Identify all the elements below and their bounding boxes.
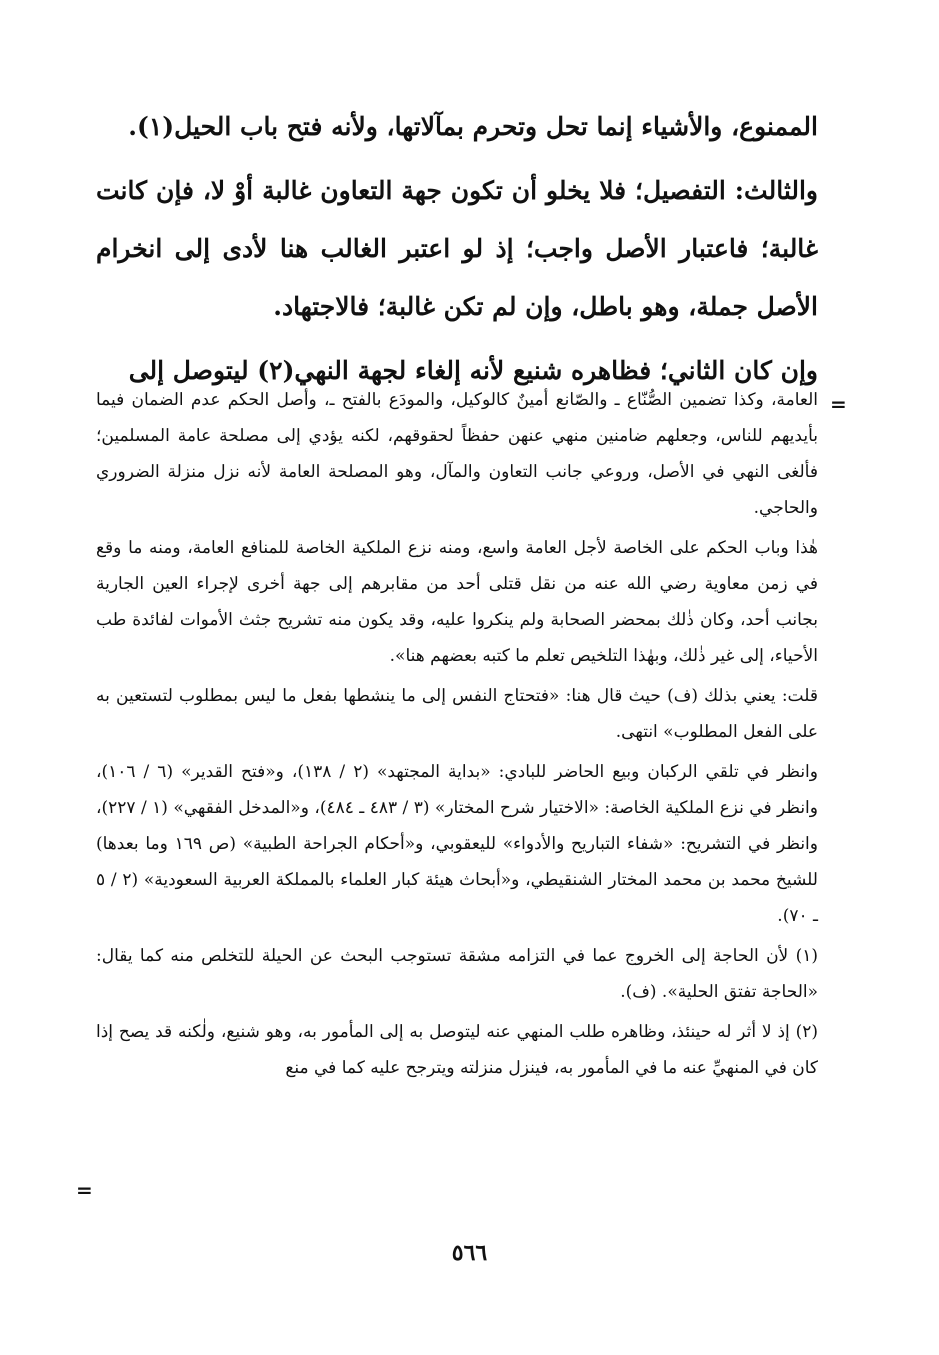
main-text bbox=[96, 98, 818, 400]
footnote-paragraph-4: وانظر في تلقي الركبان وبيع الحاضر للبادي: «بداية المجتهد» (٢ / ١٣٨)، و«فتح القدير» (٦ / ١٠٦)، وانظر في نزع الملكية الخاصة: «الاختيار شرح المختار» (٣ / ٤٨٣ ـ ٤٨٤)، و«المدخل الفقهي» (١ / ٢٢٧)، وانظر في التشريح: «شفاء التباريح والأدواء» لليعقوبي، و«أحكام الجراحة الطبية» (ص ١٦٩ وما بعدها) للشيخ محمد بن محمد المختار الشنقيطي، و«أبحاث هيئة كبار العلماء بالمملكة العربية السعودية» (٢ / ٥ ـ ٧٠). bbox=[96, 762, 818, 926]
main-paragraph-3: وإن كان الثاني؛ فظاهره شنيع لأنه إلغاء لجهة النهي(٢) ليتوصل إلى bbox=[128, 356, 818, 385]
footnotes bbox=[96, 382, 818, 1090]
main-paragraph-1: الممنوع، والأشياء إنما تحل وتحرم بمآلاتها، ولأنه فتح باب الحيل(١). bbox=[128, 112, 818, 141]
footnote-note-1: (١) لأن الحاجة إلى الخروج عما في التزامه مشقة تستوجب البحث عن الحيلة للتخلص منه كما يقال: «الحاجة تفتق الحلية». (ف). bbox=[96, 946, 818, 1002]
footnote-continuation-mark-top: = bbox=[830, 392, 847, 416]
footnote-note-2: (٢) إذ لا أثر له حينئذ، وظاهره طلب المنهي عنه ليتوصل به إلى المأمور به، وهو شنيع، ولٰكنه قد يصح إذا كان في المنهيِّ عنه ما في المأمور به، فينزل منزلته ويترجح عليه كما في منع bbox=[96, 1022, 818, 1078]
footnote-paragraph-2: هٰذا وباب الحكم على الخاصة لأجل العامة واسع، ومنه نزع الملكية الخاصة للمنافع العامة، ومنه ما وقع في زمن معاوية رضي الله عنه من نقل قتلى أحد من مقابرهم إلى جهة أخرى لإجراء العين الجارية بجانب أحد، وكان ذٰلك بمحضر الصحابة ولم ينكروا عليه، وقد يكون منه تشريح جثث الأموات لفائدة طب الأحياء، إلى غير ذٰلك، وبهٰذا التلخيص تعلم ما كتبه بعضهم هنا». bbox=[96, 538, 818, 666]
footnote-continuation-mark-bottom: = bbox=[76, 1178, 93, 1202]
footnote-paragraph-3: قلت: يعني بذلك (ف) حيث قال هنا: «فتحتاج النفس إلى ما ينشطها بفعل ما ليس بمطلوب لتستعين به على الفعل المطلوب» انتهى. bbox=[96, 686, 818, 742]
page-number: ٥٦٦ bbox=[451, 1240, 488, 1266]
footnote-paragraph-1: العامة، وكذا تضمين الصُّنّاع ـ والصّانع أمينٌ كالوكيل، والمودَع بالفتح ـ، وأصل الحكم عدم الضمان فيما بأيديهم للناس، وجعلهم ضامنين منهي عنهن حفظاً لحقوقهم، لكنه يؤدي إلى مصلحة عامة المسلمين؛ فألغى النهي في الأصل، وروعي جانب التعاون والمآل، وهو المصلحة العامة لأنه نزل منزلة الضروري والحاجي. bbox=[96, 390, 818, 518]
main-paragraph-2: والثالث: التفصيل؛ فلا يخلو أن تكون جهة التعاون غالبة أوْ لا، فإن كانت غالبة؛ فاعتبار الأصل واجب؛ إذ لو اعتبر الغالب هنا لأدى إلى انخرام الأصل جملة، وهو باطل، وإن لم تكن غالبة؛ فالاجتهاد. bbox=[96, 176, 818, 321]
